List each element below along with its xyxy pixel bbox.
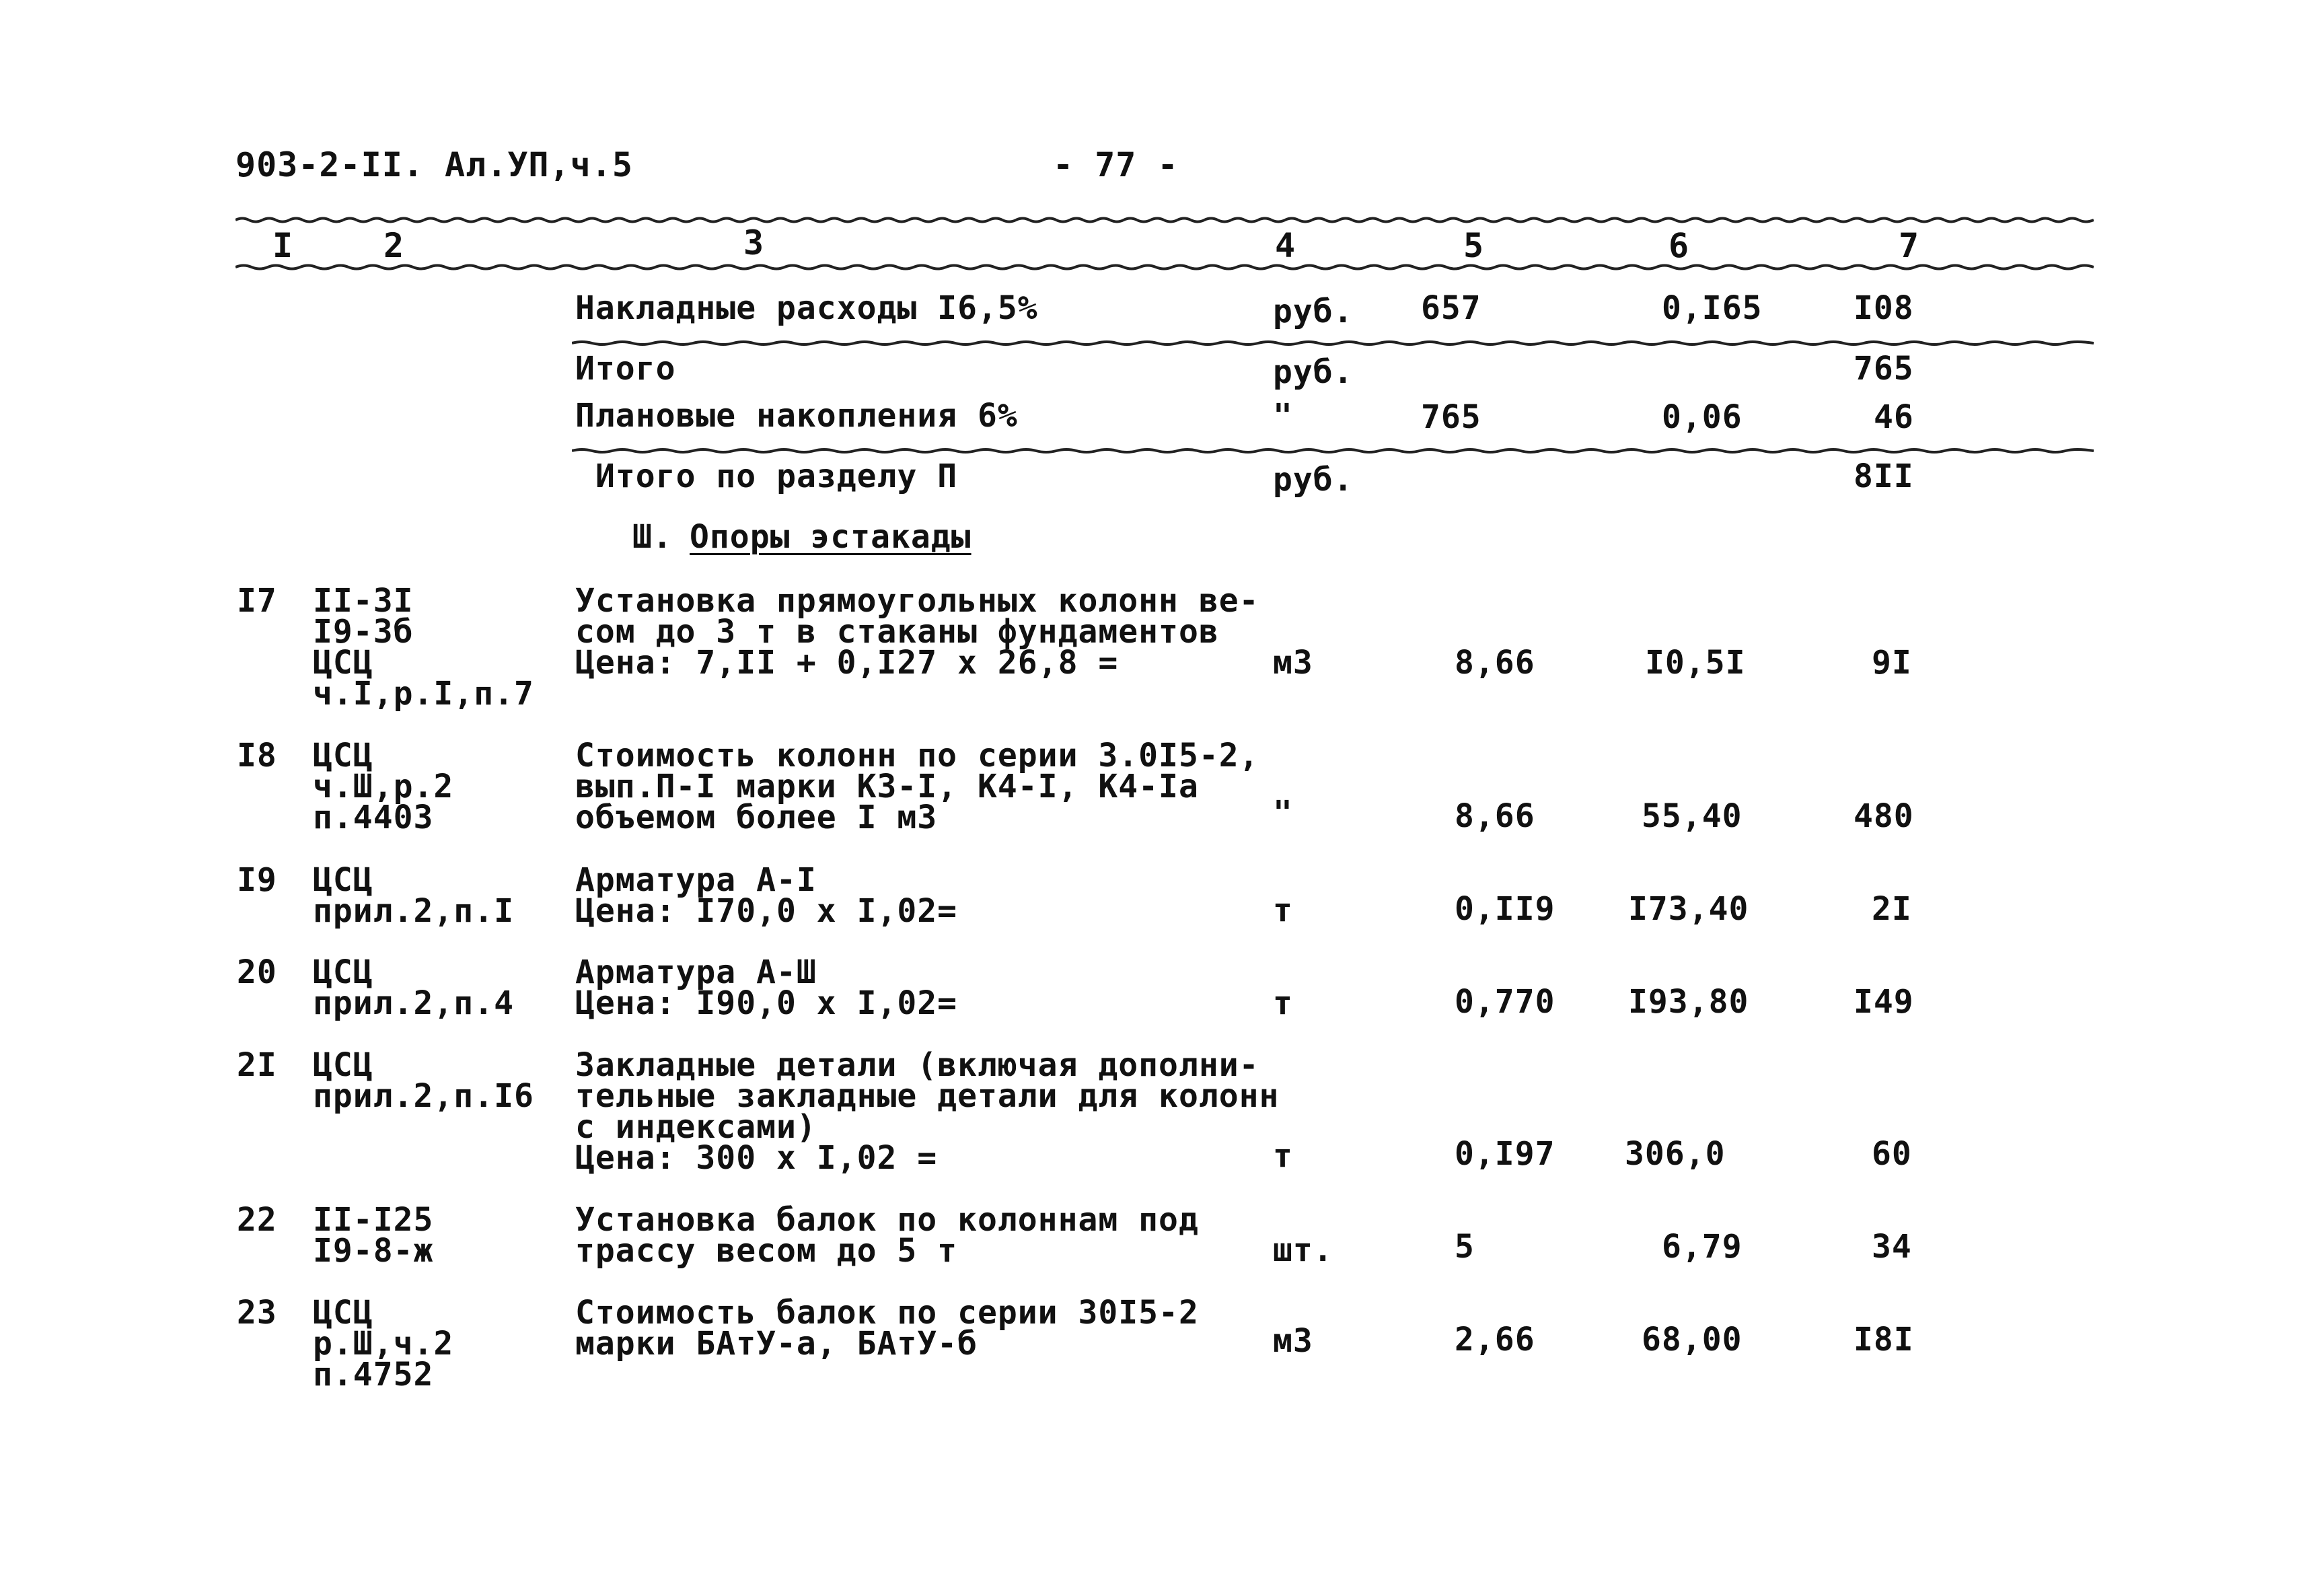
- row-22-total: 34: [1872, 1228, 1912, 1266]
- column-header-4: 4: [1275, 226, 1296, 265]
- row-22-reference: II-I25 I9-8-ж: [313, 1201, 434, 1270]
- row-19-quantity: 0,II9: [1455, 890, 1555, 928]
- header-bottom-rule: [235, 264, 2094, 270]
- row-20-unit: т: [1273, 984, 1293, 1022]
- column-header-6: 6: [1669, 226, 1690, 265]
- row-18-description: Стоимость колонн по серии 3.0I5-2, вып.П-I марки К3-I, К4-I, К4-Iа объемом более I м3: [575, 737, 1259, 836]
- row-19-reference: ЦСЦ прил.2,п.I: [313, 861, 514, 930]
- column-header-7: 7: [1899, 226, 1920, 265]
- overhead-total: I08: [1854, 289, 1914, 327]
- row-22-unit: шт.: [1273, 1231, 1333, 1269]
- row-17-total: 9I: [1872, 644, 1912, 682]
- row-23-total: I8I: [1854, 1321, 1914, 1358]
- row-18-total: 480: [1854, 797, 1914, 835]
- row-18-number: I8: [237, 737, 277, 774]
- profit-name: Плановые накопления 6%: [575, 397, 1018, 435]
- row-22-price: 6,79: [1662, 1228, 1743, 1266]
- row-19-description: Арматура А-I Цена: I70,0 х I,02=: [575, 861, 958, 930]
- document-code: 903-2-II. Ал.УП,ч.5: [235, 145, 633, 184]
- row-21-unit: т: [1273, 1137, 1293, 1175]
- overhead-rate: 0,I65: [1662, 289, 1763, 327]
- row-17-reference: II-3I I9-3б ЦСЦ ч.I,р.I,п.7: [313, 582, 534, 713]
- row-17-number: I7: [237, 582, 277, 620]
- row-17-description: Установка прямоугольных колонн ве- сом до 3 т в стаканы фундаментов Цена: 7,II + 0,I27 х 26,8 =: [575, 582, 1259, 682]
- row-23-quantity: 2,66: [1455, 1321, 1535, 1358]
- row-20-reference: ЦСЦ прил.2,п.4: [313, 953, 514, 1022]
- section-number: Ш.: [632, 518, 673, 556]
- row-21-description: Закладные детали (включая дополни- тельные закладные детали для колонн с индексами) Цена: 300 х I,02 =: [575, 1046, 1280, 1177]
- row-23-unit: м3: [1273, 1322, 1313, 1360]
- subtotal-unit: руб.: [1273, 353, 1354, 391]
- row-23-price: 68,00: [1642, 1321, 1743, 1358]
- row-18-reference: ЦСЦ ч.Ш,р.2 п.4403: [313, 737, 454, 836]
- overhead-rule: [572, 340, 2094, 347]
- subtotal-name: Итого: [575, 350, 676, 388]
- row-20-price: I93,80: [1628, 983, 1749, 1021]
- row-22-number: 22: [237, 1201, 277, 1239]
- profit-rule: [572, 447, 2094, 454]
- profit-total: 46: [1874, 398, 1914, 436]
- row-22-quantity: 5: [1455, 1228, 1475, 1266]
- profit-base: 765: [1421, 398, 1481, 436]
- overhead-unit: руб.: [1273, 293, 1354, 330]
- row-18-quantity: 8,66: [1455, 797, 1535, 835]
- row-17-unit: м3: [1273, 644, 1313, 682]
- page-number: - 77 -: [1053, 145, 1179, 184]
- row-21-reference: ЦСЦ прил.2,п.I6: [313, 1046, 534, 1115]
- section-total-total: 8II: [1854, 458, 1914, 495]
- section-total-unit: руб.: [1273, 461, 1354, 499]
- column-header-1: I: [272, 226, 294, 265]
- row-18-unit: ": [1273, 794, 1293, 832]
- column-header-2: 2: [383, 226, 405, 265]
- column-header-5: 5: [1463, 226, 1485, 265]
- subtotal-total: 765: [1854, 350, 1914, 388]
- overhead-base: 657: [1421, 289, 1481, 327]
- profit-rate: 0,06: [1662, 398, 1743, 436]
- row-17-price: I0,5I: [1645, 644, 1746, 682]
- row-20-description: Арматура А-Ш Цена: I90,0 х I,02=: [575, 953, 958, 1022]
- row-19-unit: т: [1273, 892, 1293, 929]
- row-20-number: 20: [237, 953, 277, 991]
- header-top-rule: [235, 217, 2094, 223]
- row-22-description: Установка балок по колоннам под трассу весом до 5 т: [575, 1201, 1199, 1270]
- column-header-3: 3: [743, 223, 765, 262]
- row-19-total: 2I: [1872, 890, 1912, 928]
- row-21-total: 60: [1872, 1135, 1912, 1173]
- row-17-quantity: 8,66: [1455, 644, 1535, 682]
- section-total-name: Итого по разделу П: [595, 458, 958, 495]
- row-18-price: 55,40: [1642, 797, 1743, 835]
- row-20-quantity: 0,770: [1455, 983, 1555, 1021]
- section-title: Опоры эстакады: [690, 518, 972, 556]
- row-21-quantity: 0,I97: [1455, 1135, 1555, 1173]
- row-19-price: I73,40: [1628, 890, 1749, 928]
- row-21-number: 2I: [237, 1046, 277, 1084]
- overhead-name: Накладные расходы I6,5%: [575, 289, 1038, 327]
- row-23-reference: ЦСЦ р.Ш,ч.2 п.4752: [313, 1294, 454, 1393]
- row-23-description: Стоимость балок по серии 30I5-2 марки БАтУ-а, БАтУ-б: [575, 1294, 1199, 1363]
- row-21-price: 306,0: [1625, 1135, 1726, 1173]
- row-19-number: I9: [237, 861, 277, 899]
- row-23-number: 23: [237, 1294, 277, 1332]
- row-20-total: I49: [1854, 983, 1914, 1021]
- profit-unit: ": [1273, 397, 1293, 435]
